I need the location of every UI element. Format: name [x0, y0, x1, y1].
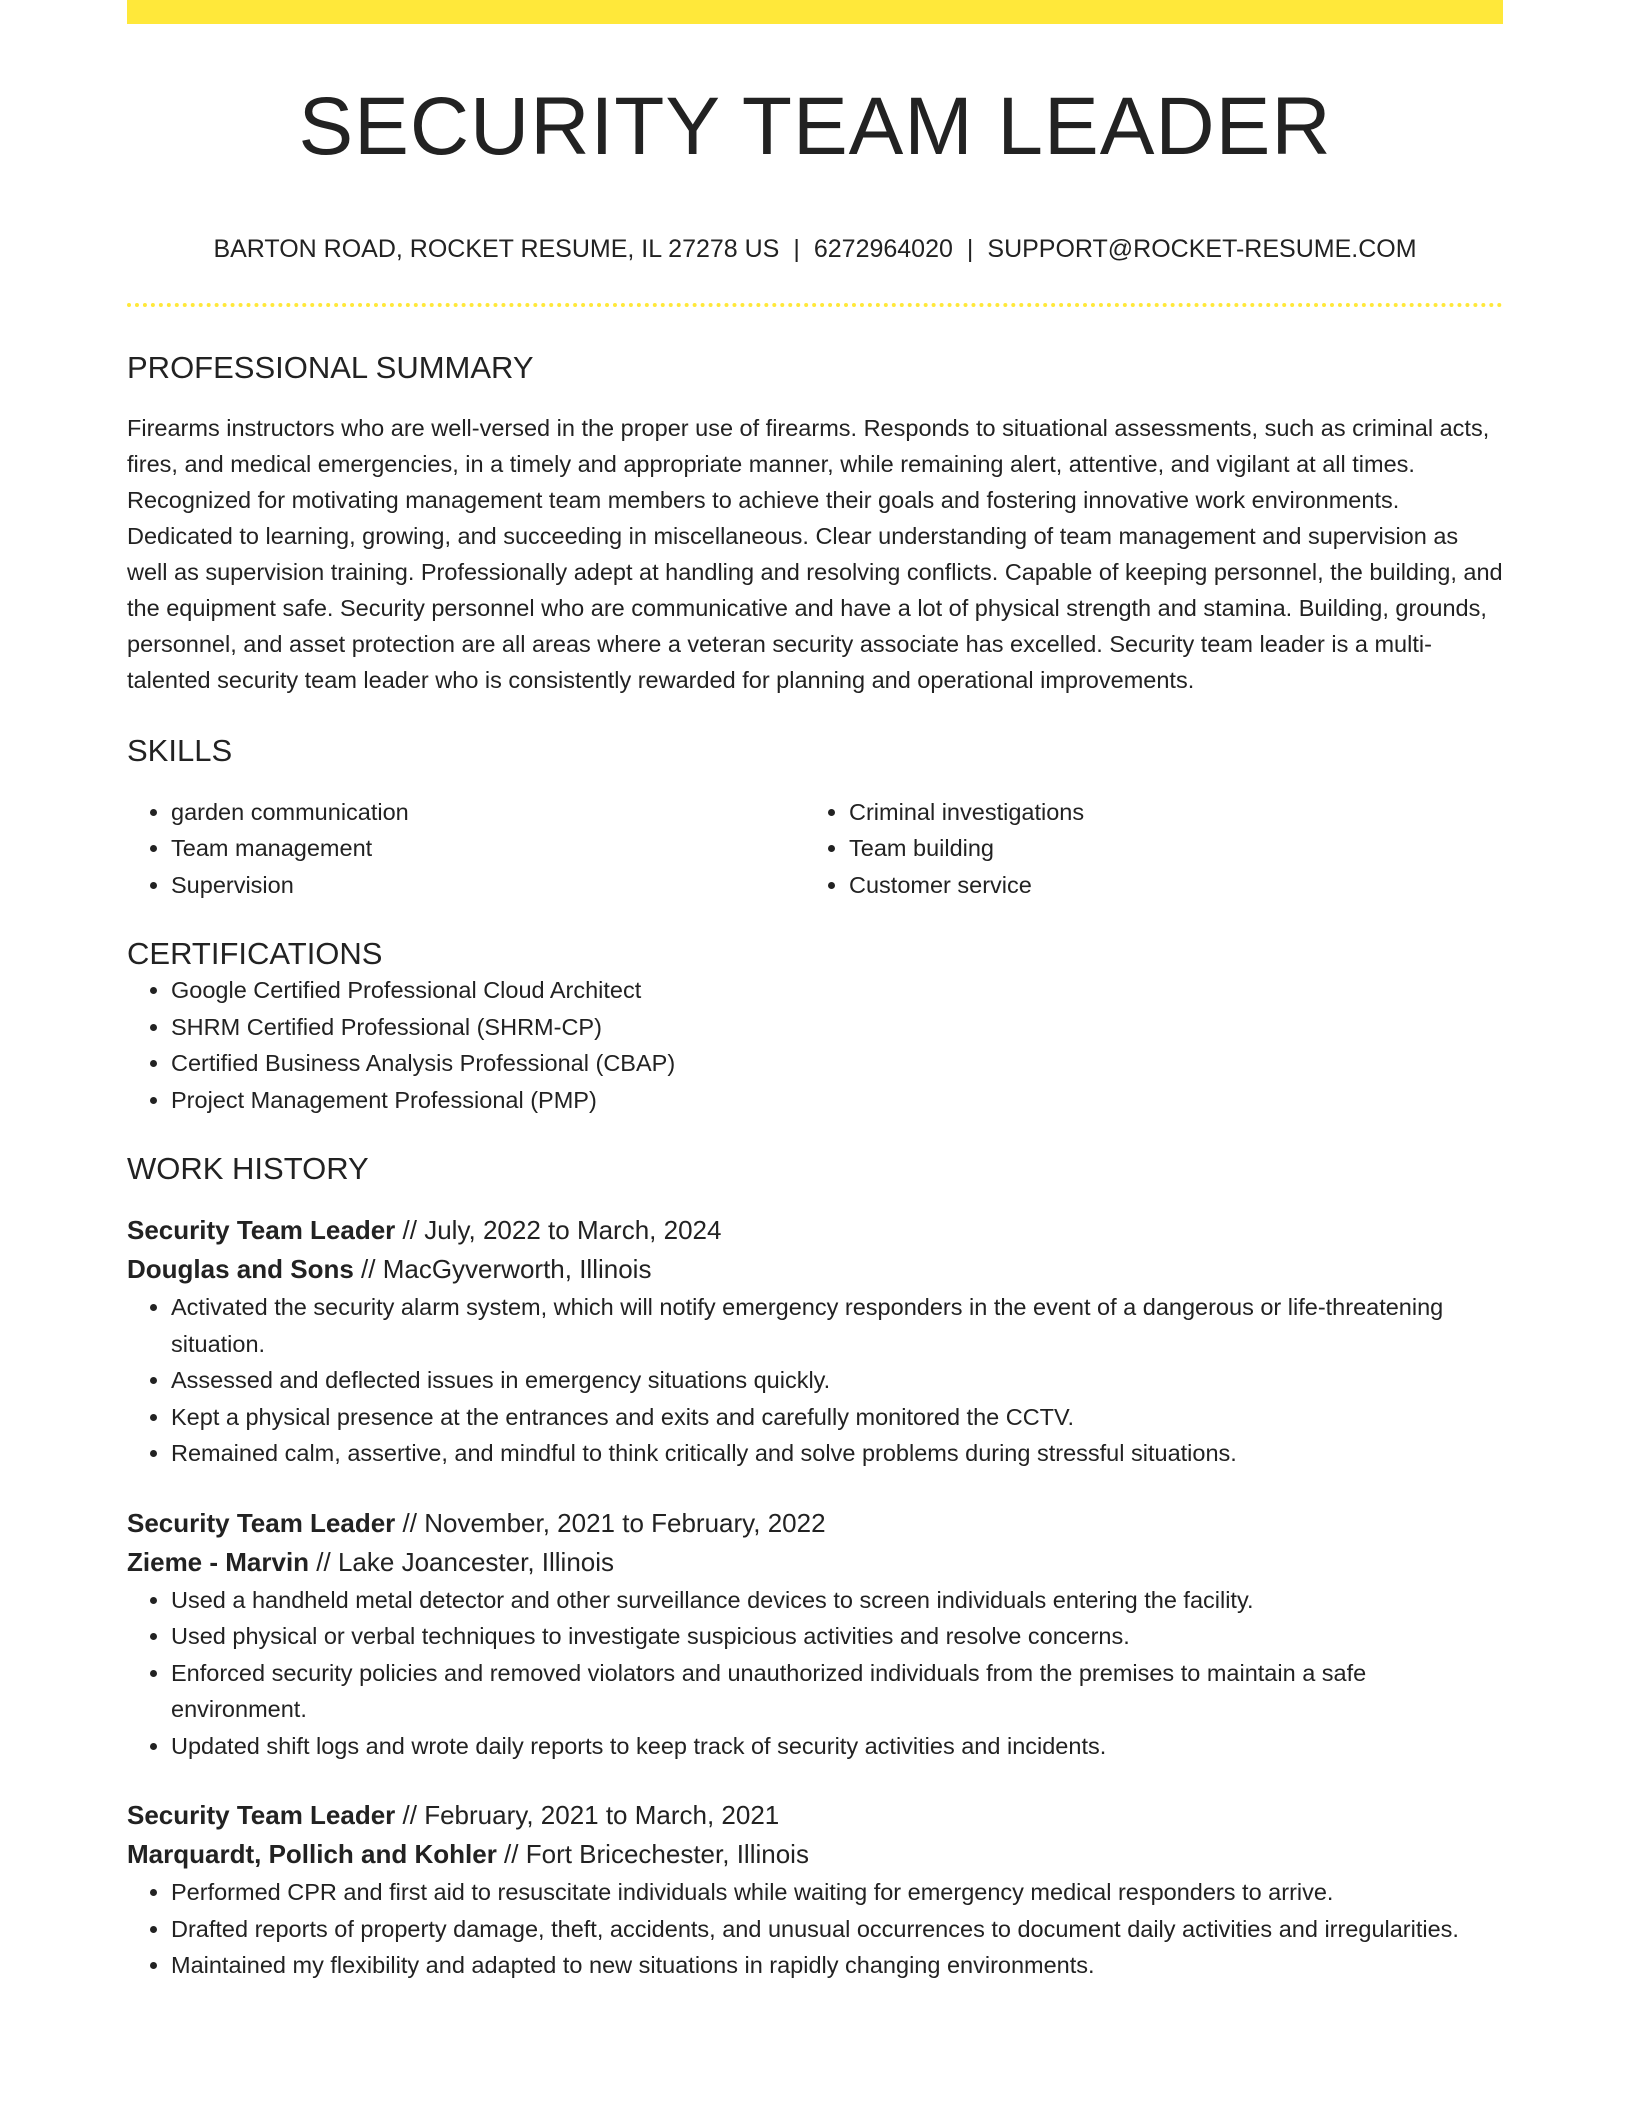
skill-item: • Supervision [171, 867, 805, 904]
skills-grid [127, 794, 1503, 904]
summary-heading: PROFESSIONAL SUMMARY [127, 350, 534, 386]
dotted-divider [127, 303, 1503, 307]
contact-line [127, 234, 1503, 264]
job-duty: • Kept a physical presence at the entrances and exits and carefully monitored the CCTV. [171, 1399, 1503, 1436]
job-title-line [127, 1504, 1503, 1543]
job-duty: • Assessed and deflected issues in emergency situations quickly. [171, 1362, 1503, 1399]
job-duties-list [127, 1289, 1503, 1472]
contact-separator: | [793, 235, 800, 264]
work-history-heading: WORK HISTORY [127, 1151, 369, 1187]
job-duty: • Drafted reports of property damage, theft, accidents, and unusual occurrences to document daily activities and irregularities. [171, 1911, 1503, 1948]
contact-address: BARTON ROAD, ROCKET RESUME, IL 27278 US [213, 235, 780, 264]
contact-separator: | [966, 235, 974, 264]
job-duty: • Remained calm, assertive, and mindful to think critically and solve problems during stressful situations. [171, 1435, 1503, 1472]
skill-item: • Criminal investigations [849, 794, 1503, 831]
job-company-line [127, 1543, 1503, 1582]
job-location: Lake Joancester, Illinois [337, 1546, 615, 1577]
job-dates: November, 2021 to February, 2022 [424, 1507, 826, 1538]
certifications-heading: CERTIFICATIONS [127, 936, 383, 972]
job-separator: // [395, 1215, 425, 1246]
job-separator: // [496, 1839, 526, 1870]
job-duties-list [127, 1874, 1503, 1984]
job-company: Marquardt, Pollich and Kohler [127, 1839, 497, 1870]
contact-email: SUPPORT@ROCKET-RESUME.COM [987, 235, 1417, 264]
job-company-line [127, 1835, 1503, 1874]
certification-item: • SHRM Certified Professional (SHRM-CP) [171, 1009, 1503, 1046]
resume-page [127, 0, 1503, 1984]
job-company: Douglas and Sons [127, 1254, 354, 1285]
job-title-line [127, 1796, 1503, 1835]
skill-item: • garden communication [171, 794, 805, 831]
job-duty: • Updated shift logs and wrote daily reports to keep track of security activities and incidents. [171, 1728, 1503, 1765]
skill-item: • Customer service [849, 867, 1503, 904]
job-entry [127, 1211, 1503, 1472]
job-separator: // [395, 1800, 425, 1831]
skills-list-left [127, 794, 805, 904]
certification-item: • Certified Business Analysis Professional (CBAP) [171, 1045, 1503, 1082]
job-location: MacGyverworth, Illinois [382, 1254, 652, 1285]
skill-item: • Team management [171, 830, 805, 867]
summary-text: Firearms instructors who are well-versed in the proper use of firearms. Responds to situational assessments, such as criminal acts, fires, and medical emergencies, in a timely and appropriate manner, while remaining alert, attentive, and vigilant at all times. Recognized for motivating management team members to achieve their goals and fostering innovative work environments. Dedicated to learning, growing, and succeeding in miscellaneous. Clear understanding of team management and supervision as well as supervision training. Professionally adept at handling and resolving conflicts. Capable of keeping personnel, the building, and the equipment safe. Security personnel who are communicative and have a lot of physical strength and stamina. Building, grounds, personnel, and asset protection are all areas where a veteran security associate has excelled. Security team leader is a multi-talented security team leader who is consistently rewarded for planning and operational improvements. [127, 415, 1503, 694]
job-duty: • Maintained my flexibility and adapted to new situations in rapidly changing environments. [171, 1947, 1503, 1984]
job-separator: // [395, 1507, 425, 1538]
certification-item: • Project Management Professional (PMP) [171, 1082, 1503, 1119]
contact-phone: 6272964020 [813, 235, 953, 264]
job-role: Security Team Leader [127, 1215, 396, 1246]
skills-list-right [805, 794, 1503, 904]
certifications-list [127, 972, 1503, 1118]
job-duty: • Enforced security policies and removed violators and unauthorized individuals from the premises to maintain a safe environment. [171, 1655, 1503, 1728]
job-separator: // [353, 1254, 383, 1285]
job-entry [127, 1504, 1503, 1765]
job-dates: July, 2022 to March, 2024 [424, 1215, 722, 1246]
skills-heading: SKILLS [127, 733, 233, 769]
job-company-line [127, 1250, 1503, 1289]
job-role: Security Team Leader [127, 1800, 396, 1831]
resume-title: SECURITY TEAM LEADER [298, 81, 1332, 172]
job-company: Zieme - Marvin [127, 1546, 310, 1577]
job-role: Security Team Leader [127, 1507, 396, 1538]
job-duty: • Performed CPR and first aid to resuscitate individuals while waiting for emergency medical responders to arrive. [171, 1874, 1503, 1911]
job-duties-list [127, 1582, 1503, 1765]
job-title-line [127, 1211, 1503, 1250]
job-separator: // [309, 1546, 338, 1577]
job-duty: • Used a handheld metal detector and other surveillance devices to screen individuals entering the facility. [171, 1582, 1503, 1619]
job-location: Fort Bricechester, Illinois [525, 1839, 809, 1870]
job-dates: February, 2021 to March, 2021 [424, 1800, 780, 1831]
job-entry [127, 1796, 1503, 1984]
job-duty: • Used physical or verbal techniques to investigate suspicious activities and resolve concerns. [171, 1618, 1503, 1655]
certification-item: • Google Certified Professional Cloud Architect [171, 972, 1503, 1009]
accent-top-bar [127, 0, 1503, 24]
job-duty: • Activated the security alarm system, which will notify emergency responders in the event of a dangerous or life-threatening situation. [171, 1289, 1503, 1362]
skill-item: • Team building [849, 830, 1503, 867]
